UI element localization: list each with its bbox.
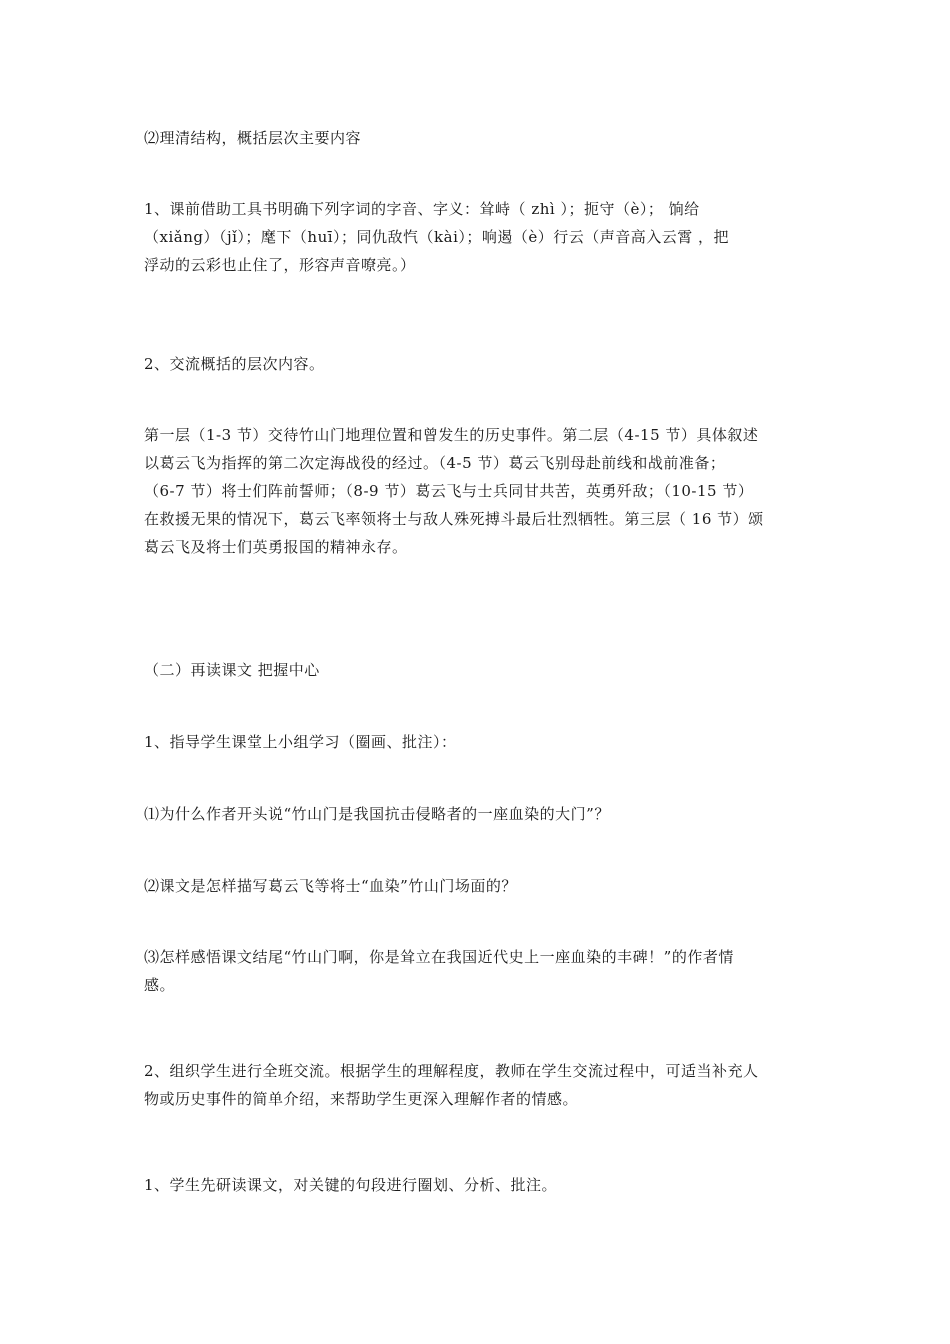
question-3: [144, 943, 812, 999]
paragraph-exchange-levels: [144, 350, 812, 378]
paragraph-group-study: [144, 728, 812, 756]
paragraph-class-exchange: [144, 1057, 812, 1113]
question-1: [144, 800, 812, 828]
paragraph-structure-heading: [144, 124, 812, 152]
text-line: 1、指导学生课堂上小组学习（圈画、批注）：: [144, 733, 457, 751]
text-line: ⑴为什么作者开头说“竹山门是我国抗击侵略者的一座血染的大门”？: [144, 805, 610, 823]
text-line: 浮动的云彩也止住了，形容声音嘹亮。）: [144, 256, 416, 274]
text-line: ⑶怎样感悟课文结尾“竹山门啊，你是耸立在我国近代史上一座血染的丰碑！”的作者情: [144, 948, 734, 966]
paragraph-study-text: [144, 1171, 812, 1199]
text-line: ⑵课文是怎样描写葛云飞等将士“血染”竹山门场面的？: [144, 877, 517, 895]
text-line: 物或历史事件的简单介绍，来帮助学生更深入理解作者的情感。: [144, 1090, 579, 1108]
text-line: （6-7 节）将士们阵前誓师；（8-9 节）葛云飞与士兵同甘共苦，英勇歼敌；（10-15 节）: [144, 482, 754, 500]
text-line: 2、组织学生进行全班交流。根据学生的理解程度，教师在学生交流过程中，可适当补充人: [144, 1062, 759, 1080]
text-line: 1、学生先研读课文，对关键的句段进行圈划、分析、批注。: [144, 1176, 558, 1194]
text-line: （xiǎng）（jǐ）；麾下（huī）；同仇敌忾（kài）；响遏（è）行云（声音高入云霄 ，把: [144, 228, 730, 246]
text-line: 葛云飞及将士们英勇报国的精神永存。: [144, 538, 408, 556]
text-line: 以葛云飞为指挥的第二次定海战役的经过。（4-5 节）葛云飞别母赴前线和战前准备；: [144, 454, 726, 472]
section-heading-reread: [144, 656, 812, 684]
text-line: 在救援无果的情况下，葛云飞率领将士与敌人殊死搏斗最后壮烈牺牲。第三层（ 16 节）颂: [144, 510, 764, 528]
text-line: 2、交流概括的层次内容。: [144, 355, 325, 373]
text-line: 1、课前借助工具书明确下列字词的字音、字义：耸峙（ zhì ）；扼守（è）； 饷给: [144, 200, 700, 218]
paragraph-level-summary: [144, 421, 812, 561]
text-line: 感。: [144, 976, 176, 994]
text-line: （二）再读课文 把握中心: [144, 661, 320, 679]
text-line: ⑵理清结构，概括层次主要内容: [144, 129, 362, 147]
paragraph-vocabulary: [144, 195, 812, 279]
text-line: 第一层（1-3 节）交待竹山门地理位置和曾发生的历史事件。第二层（4-15 节）具体叙述: [144, 426, 759, 444]
question-2: [144, 872, 812, 900]
